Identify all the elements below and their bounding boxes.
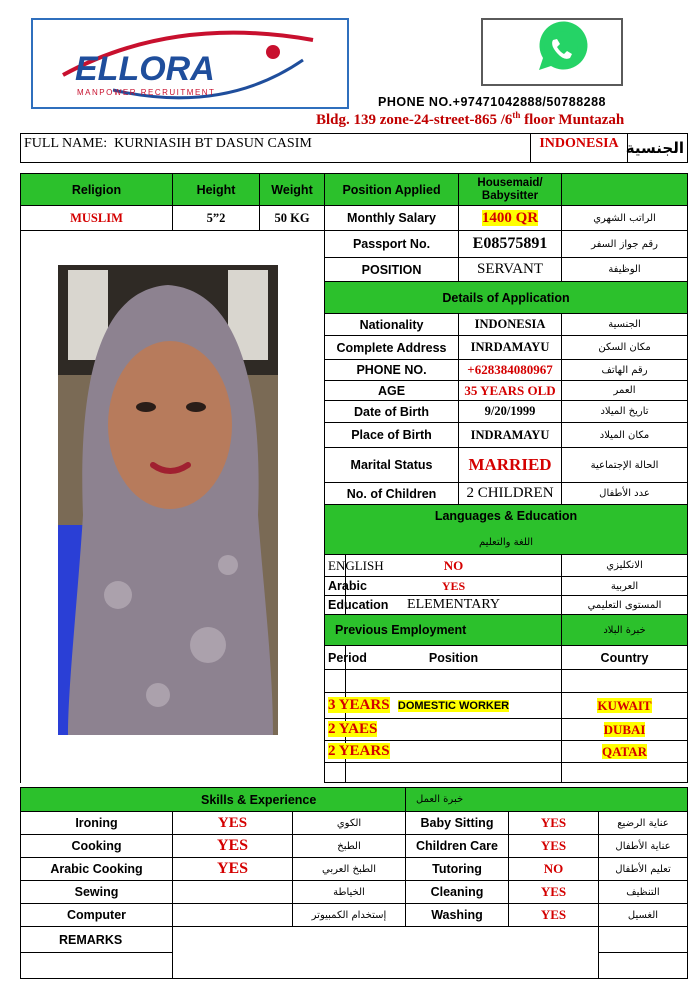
employment-empty bbox=[346, 670, 562, 693]
detail-value: INDRAMAYU bbox=[459, 423, 562, 448]
employment-country: QATAR bbox=[602, 743, 648, 759]
employment-empty bbox=[325, 763, 346, 783]
skill-label: Cleaning bbox=[406, 881, 509, 904]
passport-value: E08575891 bbox=[459, 231, 562, 258]
address-sup: th bbox=[512, 110, 521, 120]
employment-header-period: Period bbox=[325, 646, 346, 670]
employment-period: 3 YEARS bbox=[328, 697, 390, 713]
detail-ar: العمر bbox=[562, 381, 688, 401]
detail-value: INRDAMAYU bbox=[459, 336, 562, 360]
detail-label: PHONE NO. bbox=[325, 360, 459, 381]
skill-value: YES bbox=[173, 835, 293, 858]
employment-empty bbox=[346, 763, 562, 783]
position-applied-value: Housemaid/ Babysitter bbox=[459, 174, 562, 206]
language-label: Arabic bbox=[325, 577, 346, 596]
employment-period: 2 YEARS bbox=[328, 743, 390, 759]
salary-ar: الراتب الشهري bbox=[562, 206, 688, 231]
skill-ar: الغسيل bbox=[599, 904, 688, 927]
skill-value: YES bbox=[173, 812, 293, 835]
employment-country: KUWAIT bbox=[597, 697, 652, 713]
whatsapp-icon bbox=[483, 20, 621, 84]
detail-ar: تاريخ الميلاد bbox=[562, 401, 688, 423]
skill-ar: الطبخ bbox=[293, 835, 406, 858]
language-ar: الانكليزي bbox=[562, 555, 688, 577]
language-value: NO bbox=[346, 555, 562, 577]
languages-title: Languages & Education bbox=[434, 509, 578, 523]
detail-ar: عدد الأطفال bbox=[562, 483, 688, 505]
agency-logo bbox=[31, 18, 349, 109]
employment-period: 2 YAES bbox=[328, 721, 378, 737]
full-name-value: KURNIASIH BT DASUN CASIM bbox=[114, 136, 312, 151]
passport-ar: رقم جواز السفر bbox=[562, 231, 688, 258]
candidate-photo bbox=[58, 265, 278, 735]
detail-ar: رقم الهاتف bbox=[562, 360, 688, 381]
height-value: 5”2 bbox=[173, 206, 260, 231]
candidate-photo-image bbox=[58, 265, 278, 735]
logo-subtitle: MANPOWER RECRUITMENT bbox=[77, 88, 216, 97]
skill-ar: الكوي bbox=[293, 812, 406, 835]
remarks-blank bbox=[599, 927, 688, 953]
header-blank bbox=[562, 174, 688, 206]
detail-value: 9/20/1999 bbox=[459, 401, 562, 423]
employment-country: DUBAI bbox=[603, 721, 646, 737]
skill-ar: تعليم الأطفال bbox=[599, 858, 688, 881]
skill-value: YES bbox=[173, 858, 293, 881]
religion-header: Religion bbox=[21, 174, 173, 206]
skill-ar: التنظيف bbox=[599, 881, 688, 904]
agency-address bbox=[316, 110, 624, 129]
skill-ar: إستخدام الكمبيوتر bbox=[293, 904, 406, 927]
skill-value: YES bbox=[509, 881, 599, 904]
skill-ar: الخياطة bbox=[293, 881, 406, 904]
detail-value-age: 35 YEARS OLD bbox=[459, 381, 562, 401]
detail-ar: مكان السكن bbox=[562, 336, 688, 360]
employment-title: Previous Employment bbox=[325, 615, 562, 646]
detail-ar: الحالة الإجتماعية bbox=[562, 448, 688, 483]
remarks-blank bbox=[21, 953, 173, 979]
position-ar: الوظيفة bbox=[562, 258, 688, 282]
detail-value: 2 CHILDREN bbox=[459, 483, 562, 505]
detail-label: Marital Status bbox=[325, 448, 459, 483]
skill-value: YES bbox=[509, 904, 599, 927]
education-label: Education bbox=[325, 596, 346, 615]
detail-value-marital: MARRIED bbox=[459, 448, 562, 483]
skills-title: Skills & Experience bbox=[201, 792, 317, 807]
employment-header-position: Position bbox=[346, 646, 562, 670]
logo-text: ELLORA bbox=[75, 50, 215, 88]
employment-title-ar: خبرة البلاد bbox=[562, 615, 688, 646]
languages-title-ar: اللغة والتعليم bbox=[479, 537, 533, 548]
skill-label: Washing bbox=[406, 904, 509, 927]
name-table bbox=[20, 133, 688, 163]
nationality-top-ar: الجنسية bbox=[628, 134, 688, 163]
detail-label: AGE bbox=[325, 381, 459, 401]
address-main: Bldg. 139 zone-24-street-865 /6 bbox=[316, 112, 513, 128]
salary-value: 1400 QR bbox=[481, 209, 539, 226]
passport-label: Passport No. bbox=[325, 231, 459, 258]
employment-header-country: Country bbox=[562, 646, 688, 670]
position-value: SERVANT bbox=[459, 258, 562, 282]
remarks-blank bbox=[599, 953, 688, 979]
full-name-cell bbox=[21, 134, 531, 163]
skill-ar: عناية الأطفال bbox=[599, 835, 688, 858]
salary-label: Monthly Salary bbox=[325, 206, 459, 231]
skill-label: Ironing bbox=[21, 812, 173, 835]
skill-label: Tutoring bbox=[406, 858, 509, 881]
employment-position bbox=[346, 719, 562, 741]
ellora-logo-icon bbox=[33, 20, 347, 107]
skill-ar: عناية الرضيع bbox=[599, 812, 688, 835]
weight-header: Weight bbox=[260, 174, 325, 206]
languages-title-cell bbox=[325, 505, 688, 555]
education-value: ELEMENTARY bbox=[346, 596, 562, 615]
skills-title-cell bbox=[21, 788, 406, 812]
skill-label: Sewing bbox=[21, 881, 173, 904]
employment-empty bbox=[562, 670, 688, 693]
address-end: floor Muntazah bbox=[520, 112, 625, 128]
detail-label: Nationality bbox=[325, 314, 459, 336]
skill-label: Arabic Cooking bbox=[21, 858, 173, 881]
detail-label: Date of Birth bbox=[325, 401, 459, 423]
skill-value bbox=[173, 881, 293, 904]
agency-phone: PHONE NO.+97471042888/50788288 bbox=[378, 95, 607, 109]
skills-table bbox=[20, 787, 688, 979]
detail-value-phone: +628384080967 bbox=[459, 360, 562, 381]
position-applied-header: Position Applied bbox=[325, 174, 459, 206]
skills-title-ar: خبرة العمل bbox=[406, 788, 688, 812]
detail-ar: الجنسية bbox=[562, 314, 688, 336]
skill-value: YES bbox=[509, 835, 599, 858]
details-title: Details of Application bbox=[325, 282, 688, 314]
employment-position: DOMESTIC WORKER bbox=[397, 699, 510, 712]
skill-value: YES bbox=[509, 812, 599, 835]
employment-empty bbox=[325, 670, 346, 693]
skill-value: NO bbox=[509, 858, 599, 881]
remarks-label: REMARKS bbox=[21, 927, 173, 953]
nationality-top: INDONESIA bbox=[531, 134, 628, 163]
skill-label: Children Care bbox=[406, 835, 509, 858]
weight-value: 50 KG bbox=[260, 206, 325, 231]
position-label: POSITION bbox=[325, 258, 459, 282]
full-name-label: FULL NAME: bbox=[24, 136, 108, 151]
detail-ar: مكان الميلاد bbox=[562, 423, 688, 448]
education-ar: المستوى التعليمي bbox=[562, 596, 688, 615]
detail-label: Place of Birth bbox=[325, 423, 459, 448]
language-ar: العربية bbox=[562, 577, 688, 596]
whatsapp-box[interactable] bbox=[481, 18, 623, 86]
detail-label: No. of Children bbox=[325, 483, 459, 505]
skill-label: Baby Sitting bbox=[406, 812, 509, 835]
detail-label: Complete Address bbox=[325, 336, 459, 360]
religion-value: MUSLIM bbox=[21, 206, 173, 231]
skill-label: Computer bbox=[21, 904, 173, 927]
skill-ar: الطبخ العربي bbox=[293, 858, 406, 881]
detail-value: INDONESIA bbox=[459, 314, 562, 336]
remarks-value[interactable] bbox=[173, 927, 599, 979]
skill-value bbox=[173, 904, 293, 927]
language-value: YES bbox=[346, 577, 562, 596]
skill-label: Cooking bbox=[21, 835, 173, 858]
employment-empty bbox=[562, 763, 688, 783]
language-label: ENGLISH bbox=[325, 555, 346, 577]
height-header: Height bbox=[173, 174, 260, 206]
